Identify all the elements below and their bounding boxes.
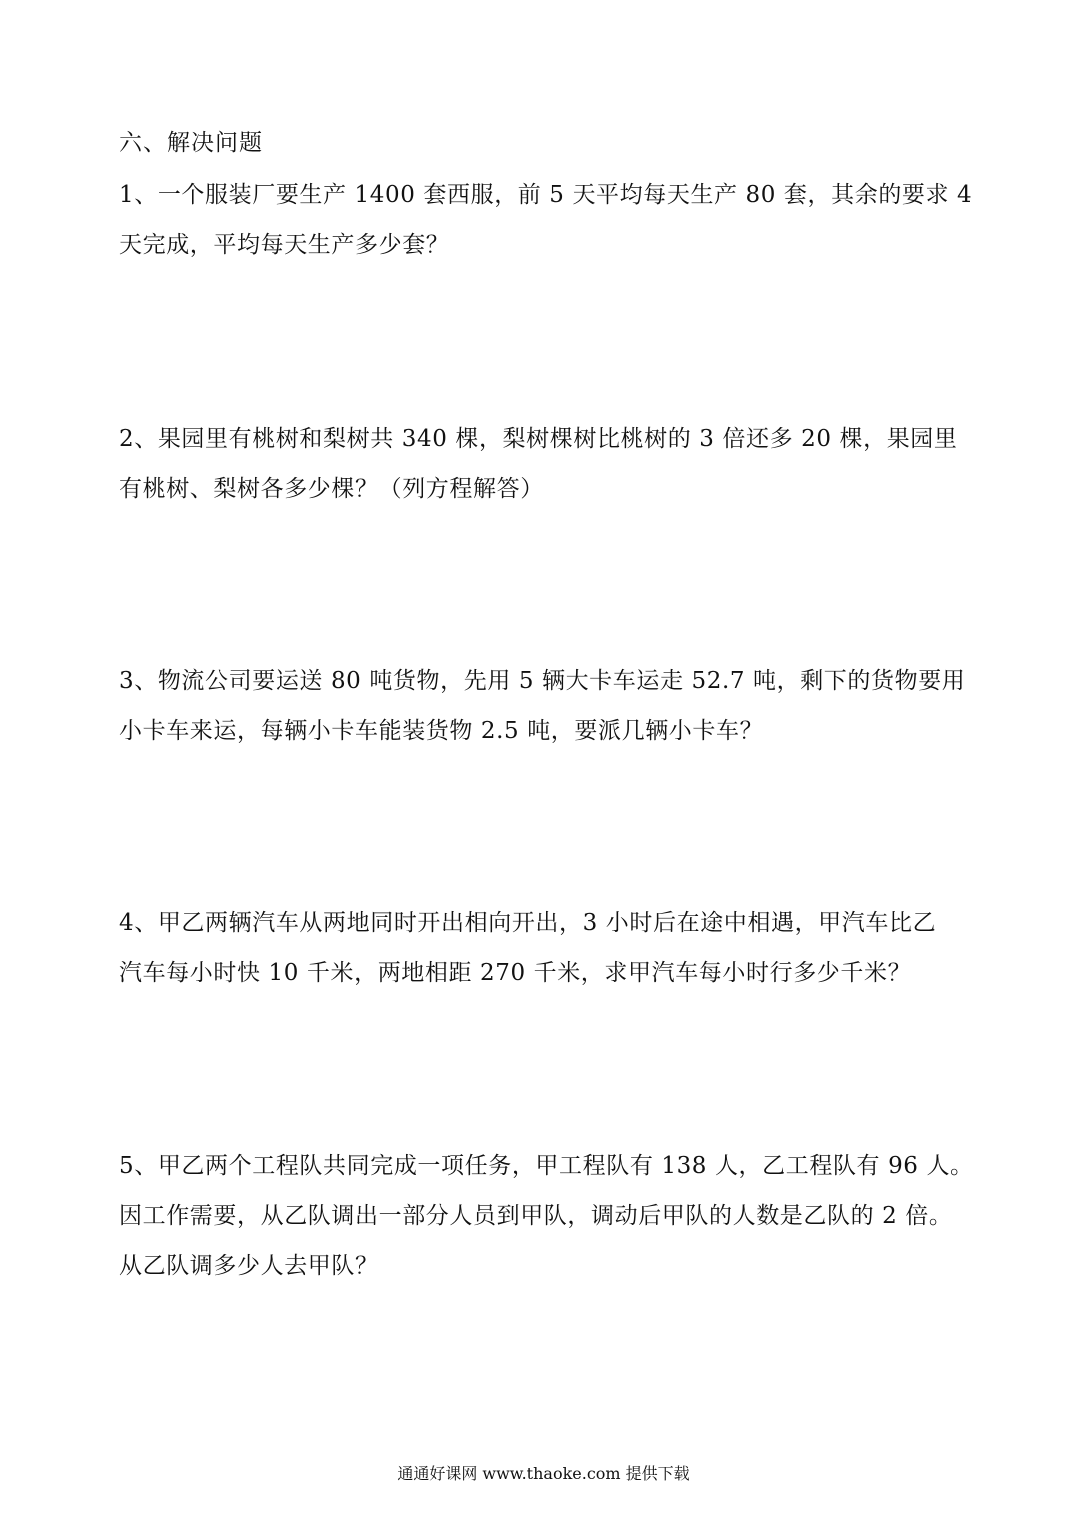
question-1-line-1: 1、一个服装厂要生产 1400 套西服，前 5 天平均每天生产 80 套，其余的要求 4 <box>119 182 973 208</box>
question-5-line-1: 5、甲乙两个工程队共同完成一项任务，甲工程队有 138 人，乙工程队有 96 人。 <box>119 1153 974 1179</box>
question-3-line-2: 小卡车来运，每辆小卡车能装货物 2.5 吨，要派几辆小卡车？ <box>119 718 764 744</box>
question-2 <box>119 414 969 514</box>
question-3-line-1: 3、物流公司要运送 80 吨货物，先用 5 辆大卡车运走 52.7 吨，剩下的货物要用 <box>119 668 966 694</box>
question-3 <box>119 656 969 756</box>
question-5-line-2: 因工作需要，从乙队调出一部分人员到甲队，调动后甲队的人数是乙队的 2 倍。 <box>119 1203 953 1229</box>
download-footer: 通通好课网 www.thaoke.com 提供下载 <box>397 1464 690 1483</box>
question-5-line-3: 从乙队调多少人去甲队？ <box>119 1253 379 1279</box>
question-1-line-2: 天完成，平均每天生产多少套？ <box>119 232 450 258</box>
question-2-line-1: 2、果园里有桃树和梨树共 340 棵，梨树棵树比桃树的 3 倍还多 20 棵，果园里 <box>119 426 958 452</box>
question-2-line-2: 有桃树、梨树各多少棵？（列方程解答） <box>119 476 544 502</box>
question-4-line-2: 汽车每小时快 10 千米，两地相距 270 千米，求甲汽车每小时行多少千米？ <box>119 960 912 986</box>
question-4-line-1: 4、甲乙两辆汽车从两地同时开出相向开出，3 小时后在途中相遇，甲汽车比乙 <box>119 910 937 936</box>
section-title: 六、解决问题 <box>119 130 263 156</box>
question-4 <box>119 898 969 998</box>
question-1 <box>119 170 973 270</box>
question-5 <box>119 1141 974 1291</box>
